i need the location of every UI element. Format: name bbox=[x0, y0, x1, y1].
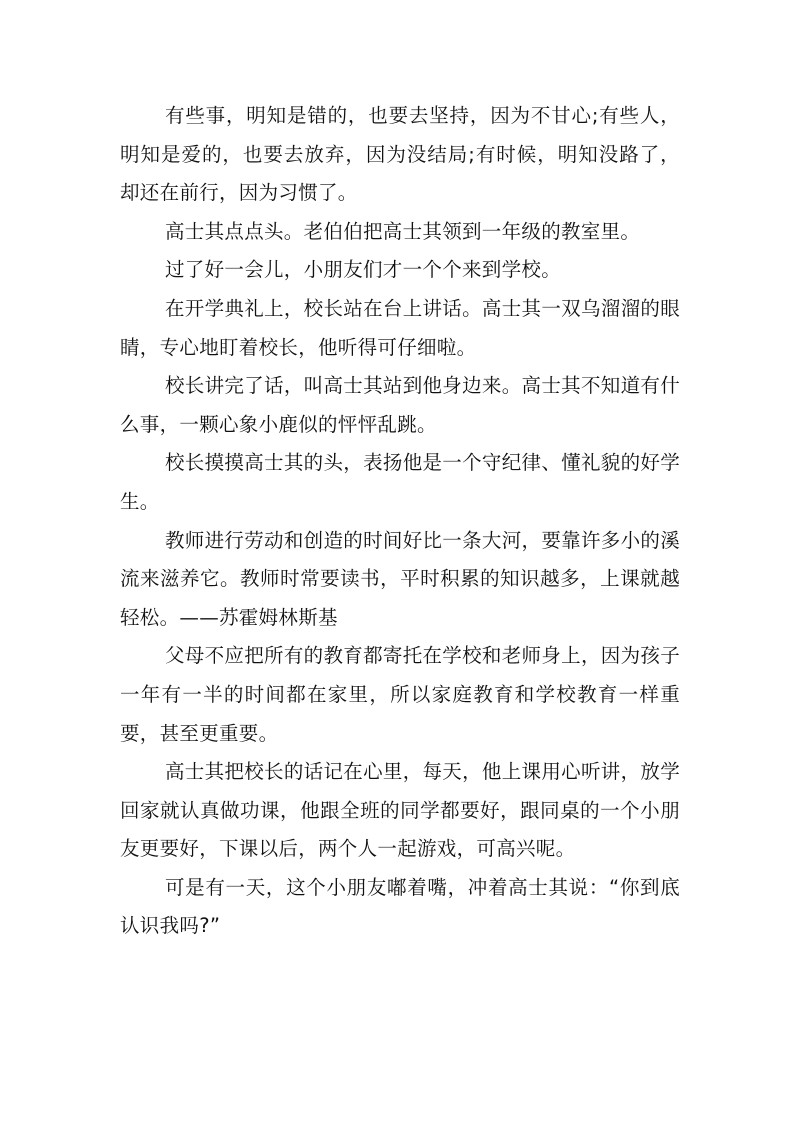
paragraph-5: 校长讲完了话，叫高士其站到他身边来。高士其不知道有什么事，一颗心象小鹿似的怦怦乱跳。 bbox=[120, 374, 680, 436]
paragraph-3: 过了好一会儿，小朋友们才一个个来到学校。 bbox=[165, 258, 562, 282]
paragraph-1: 有些事，明知是错的，也要去坚持，因为不甘心;有些人，明知是爱的，也要去放弃，因为没结局;有时候，明知没路了，却还在前行，因为习惯了。 bbox=[120, 104, 680, 205]
document-body bbox=[120, 97, 680, 946]
paragraph-9: 高士其把校长的话记在心里，每天，他上课用心听讲，放学回家就认真做功课，他跟全班的同学都要好，跟同桌的一个小朋友更要好，下课以后，两个人一起游戏，可高兴呢。 bbox=[120, 760, 680, 861]
paragraph-7: 教师进行劳动和创造的时间好比一条大河，要靠许多小的溪流来滋养它。教师时常要读书，平时积累的知识越多，上课就越轻松。——苏霍姆林斯基 bbox=[120, 528, 680, 629]
paragraph-2: 高士其点点头。老伯伯把高士其领到一年级的教室里。 bbox=[165, 219, 641, 243]
paragraph-6: 校长摸摸高士其的头，表扬他是一个守纪律、懂礼貌的好学生。 bbox=[120, 451, 680, 513]
paragraph-4: 在开学典礼上，校长站在台上讲话。高士其一双乌溜溜的眼睛，专心地盯着校长，他听得可仔细啦。 bbox=[120, 296, 680, 359]
paragraph-8: 父母不应把所有的教育都寄托在学校和老师身上，因为孩子一年有一半的时间都在家里，所以家庭教育和学校教育一样重要，甚至更重要。 bbox=[120, 644, 680, 745]
paragraph-10: 可是有一天，这个小朋友嘟着嘴，冲着高士其说：“你到底认识我吗?” bbox=[120, 875, 680, 938]
